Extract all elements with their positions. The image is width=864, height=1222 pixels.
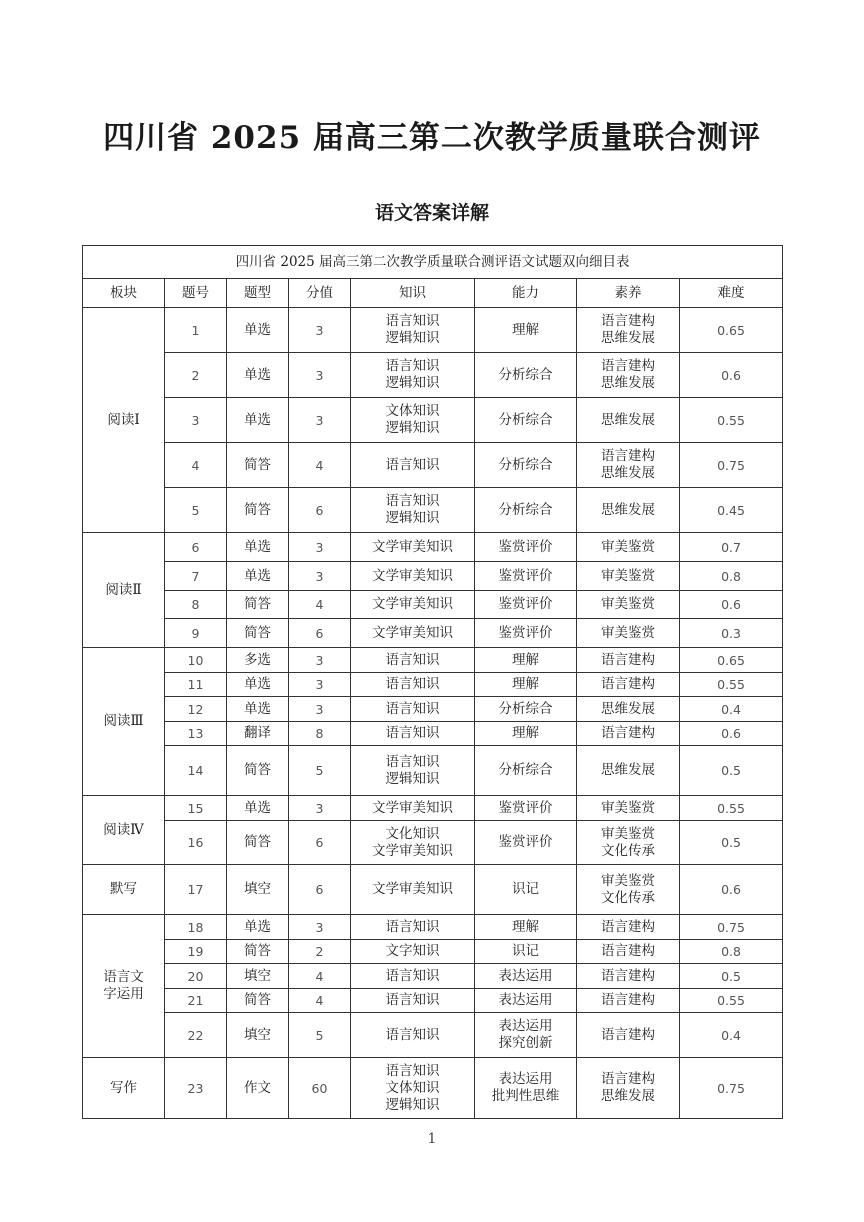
literacy-cell [577, 353, 680, 398]
literacy-cell-line: 思维发展 [601, 700, 655, 717]
knowledge-cell-line: 文学审美知识 [372, 842, 453, 859]
question-number: 4 [165, 443, 227, 488]
ability-cell [475, 591, 577, 619]
question-type: 简答 [227, 746, 289, 796]
question-number: 7 [165, 562, 227, 591]
literacy-cell-line: 语言建构 [601, 651, 655, 668]
table-row [83, 562, 783, 591]
ability-cell [475, 697, 577, 722]
knowledge-cell-line: 语言知识 [385, 725, 440, 741]
ability-cell [475, 796, 577, 821]
question-number: 2 [165, 353, 227, 398]
literacy-cell [577, 989, 680, 1013]
knowledge-cell-line: 语言知识 [385, 358, 440, 374]
ability-cell-line: 鉴赏评价 [498, 567, 553, 584]
knowledge-cell-line: 语言知识 [385, 676, 440, 692]
literacy-cell [577, 1058, 680, 1119]
table-row [83, 308, 783, 353]
ability-cell [475, 821, 577, 865]
header-number: 题号 [165, 279, 227, 308]
difficulty-value: 0.3 [680, 619, 783, 648]
header-ability: 能力 [475, 279, 577, 308]
header-knowledge: 知识 [351, 279, 475, 308]
difficulty-value: 0.75 [680, 443, 783, 488]
ability-cell-line: 鉴赏评价 [498, 799, 553, 816]
question-score: 4 [289, 591, 351, 619]
knowledge-cell-line: 文学审美知识 [372, 567, 453, 584]
table-row [83, 865, 783, 915]
knowledge-cell-line: 语言知识 [385, 967, 440, 984]
section-name-line: 阅读Ⅰ [107, 411, 140, 428]
knowledge-cell-line: 语言知识 [385, 1026, 440, 1043]
literacy-cell-line: 审美鉴赏 [601, 538, 655, 555]
table-row [83, 1058, 783, 1119]
table-row [83, 722, 783, 746]
difficulty-value: 0.6 [680, 865, 783, 915]
question-score: 3 [289, 673, 351, 697]
ability-cell [475, 562, 577, 591]
table-header-row [83, 279, 783, 308]
knowledge-cell [351, 796, 475, 821]
question-type: 单选 [227, 398, 289, 443]
section-name [83, 648, 165, 796]
ability-cell-line: 分析综合 [498, 366, 553, 383]
header-difficulty: 难度 [680, 279, 783, 308]
ability-cell-line: 识记 [512, 881, 539, 897]
difficulty-value: 0.6 [680, 722, 783, 746]
table-row [83, 533, 783, 562]
difficulty-value: 0.65 [680, 308, 783, 353]
section-name-line: 阅读Ⅱ [105, 581, 142, 598]
difficulty-value: 0.8 [680, 940, 783, 964]
question-number: 3 [165, 398, 227, 443]
literacy-cell [577, 591, 680, 619]
knowledge-cell [351, 398, 475, 443]
ability-cell [475, 619, 577, 648]
question-type: 作文 [227, 1058, 289, 1119]
table-row [83, 697, 783, 722]
knowledge-cell [351, 648, 475, 673]
difficulty-value: 0.5 [680, 821, 783, 865]
question-score: 3 [289, 353, 351, 398]
literacy-cell [577, 488, 680, 533]
knowledge-cell-line: 语言知识 [385, 918, 440, 935]
difficulty-value: 0.6 [680, 353, 783, 398]
question-score: 3 [289, 398, 351, 443]
literacy-cell-line: 语言建构 [601, 943, 655, 959]
ability-cell [475, 673, 577, 697]
question-type: 单选 [227, 308, 289, 353]
question-type: 填空 [227, 865, 289, 915]
table-row [83, 648, 783, 673]
literacy-cell [577, 308, 680, 353]
literacy-cell-line: 语言建构 [601, 1026, 655, 1043]
table-row [83, 746, 783, 796]
question-type: 多选 [227, 648, 289, 673]
knowledge-cell-line: 语言知识 [385, 753, 440, 770]
difficulty-value: 0.5 [680, 964, 783, 989]
difficulty-value: 0.55 [680, 673, 783, 697]
ability-cell [475, 308, 577, 353]
literacy-cell [577, 648, 680, 673]
knowledge-cell-line: 文学审美知识 [372, 596, 453, 612]
section-name-line: 默写 [110, 881, 137, 897]
literacy-cell-line: 思维发展 [601, 1088, 655, 1104]
question-number: 5 [165, 488, 227, 533]
knowledge-cell-line: 逻辑知识 [385, 420, 440, 436]
knowledge-cell [351, 915, 475, 940]
knowledge-cell-line: 语言知识 [385, 456, 440, 473]
literacy-cell-line: 文化传承 [601, 889, 655, 906]
ability-cell-line: 表达运用 [498, 967, 553, 984]
question-number: 19 [165, 940, 227, 964]
literacy-cell [577, 746, 680, 796]
table-row [83, 619, 783, 648]
section-name-line: 阅读Ⅲ [103, 713, 144, 729]
question-number: 10 [165, 648, 227, 673]
literacy-cell [577, 398, 680, 443]
question-score: 3 [289, 915, 351, 940]
ability-cell [475, 865, 577, 915]
ability-cell [475, 1058, 577, 1119]
knowledge-cell [351, 1013, 475, 1058]
section-name [83, 308, 165, 533]
table-caption: 四川省 2025 届高三第二次教学质量联合测评语文试题双向细目表 [83, 246, 783, 279]
ability-cell-line: 分析综合 [498, 456, 553, 473]
literacy-cell-line: 语言建构 [601, 1071, 655, 1087]
knowledge-cell-line: 语言知识 [385, 700, 440, 717]
question-number: 13 [165, 722, 227, 746]
question-number: 23 [165, 1058, 227, 1119]
knowledge-cell [351, 673, 475, 697]
literacy-cell-line: 文化传承 [601, 842, 655, 859]
question-score: 4 [289, 964, 351, 989]
question-number: 16 [165, 821, 227, 865]
knowledge-cell-line: 文化知识 [385, 825, 440, 842]
literacy-cell [577, 722, 680, 746]
ability-cell-line: 分析综合 [498, 501, 553, 518]
knowledge-cell-line: 语言知识 [385, 493, 440, 509]
ability-cell-line: 鉴赏评价 [498, 596, 553, 612]
question-type: 单选 [227, 697, 289, 722]
ability-cell [475, 1013, 577, 1058]
header-literacy: 素养 [577, 279, 680, 308]
question-score: 6 [289, 821, 351, 865]
page-subtitle: 语文答案详解 [374, 202, 489, 224]
page-number: 1 [427, 1131, 437, 1147]
question-number: 1 [165, 308, 227, 353]
ability-cell-line: 理解 [512, 676, 539, 692]
knowledge-cell-line: 逻辑知识 [385, 770, 440, 787]
question-score: 60 [289, 1058, 351, 1119]
question-number: 21 [165, 989, 227, 1013]
question-type: 简答 [227, 591, 289, 619]
literacy-cell [577, 915, 680, 940]
literacy-cell [577, 697, 680, 722]
ability-cell-line: 识记 [512, 943, 539, 959]
literacy-cell [577, 964, 680, 989]
question-type: 单选 [227, 353, 289, 398]
ability-cell [475, 648, 577, 673]
section-name-line: 阅读Ⅳ [103, 821, 144, 838]
question-number: 14 [165, 746, 227, 796]
ability-cell [475, 940, 577, 964]
section-name [83, 1058, 165, 1119]
knowledge-cell [351, 443, 475, 488]
table-row [83, 821, 783, 865]
question-score: 4 [289, 443, 351, 488]
ability-cell-line: 探究创新 [498, 1035, 553, 1051]
knowledge-cell-line: 逻辑知识 [385, 375, 440, 391]
literacy-cell-line: 思维发展 [601, 375, 655, 391]
question-type: 简答 [227, 940, 289, 964]
knowledge-cell [351, 746, 475, 796]
difficulty-value: 0.75 [680, 1058, 783, 1119]
table-row [83, 591, 783, 619]
knowledge-cell [351, 308, 475, 353]
literacy-cell [577, 533, 680, 562]
difficulty-value: 0.8 [680, 562, 783, 591]
difficulty-value: 0.55 [680, 796, 783, 821]
ability-cell [475, 398, 577, 443]
literacy-cell-line: 审美鉴赏 [601, 825, 655, 842]
literacy-cell-line: 语言建构 [601, 967, 655, 984]
literacy-cell-line: 审美鉴赏 [601, 624, 655, 641]
difficulty-value: 0.55 [680, 989, 783, 1013]
literacy-cell-line: 语言建构 [601, 918, 655, 935]
ability-cell [475, 443, 577, 488]
table-row [83, 673, 783, 697]
knowledge-cell-line: 逻辑知识 [385, 1096, 440, 1113]
question-score: 4 [289, 989, 351, 1013]
question-score: 5 [289, 1013, 351, 1058]
difficulty-value: 0.7 [680, 533, 783, 562]
question-score: 3 [289, 533, 351, 562]
knowledge-cell-line: 逻辑知识 [385, 330, 440, 346]
spec-table [82, 245, 783, 1119]
ability-cell [475, 533, 577, 562]
ability-cell-line: 表达运用 [498, 1018, 553, 1034]
header-section: 板块 [83, 279, 165, 308]
difficulty-value: 0.4 [680, 697, 783, 722]
knowledge-cell [351, 964, 475, 989]
knowledge-cell [351, 722, 475, 746]
difficulty-value: 0.65 [680, 648, 783, 673]
literacy-cell [577, 865, 680, 915]
ability-cell-line: 鉴赏评价 [498, 538, 553, 555]
literacy-cell-line: 思维发展 [601, 411, 655, 428]
difficulty-value: 0.5 [680, 746, 783, 796]
question-number: 20 [165, 964, 227, 989]
knowledge-cell-line: 文学审美知识 [372, 799, 453, 816]
literacy-cell-line: 思维发展 [601, 330, 655, 346]
ability-cell [475, 989, 577, 1013]
literacy-cell [577, 796, 680, 821]
table-row [83, 443, 783, 488]
knowledge-cell [351, 591, 475, 619]
literacy-cell [577, 821, 680, 865]
question-score: 3 [289, 648, 351, 673]
knowledge-cell-line: 语言知识 [385, 992, 440, 1008]
ability-cell-line: 鉴赏评价 [498, 624, 553, 641]
literacy-cell-line: 审美鉴赏 [601, 799, 655, 816]
difficulty-value: 0.75 [680, 915, 783, 940]
literacy-cell-line: 语言建构 [601, 313, 655, 329]
literacy-cell [577, 562, 680, 591]
ability-cell-line: 分析综合 [498, 700, 553, 717]
literacy-cell-line: 语言建构 [601, 725, 655, 741]
literacy-cell-line: 语言建构 [601, 992, 655, 1008]
knowledge-cell-line: 文学审美知识 [372, 624, 453, 641]
question-type: 简答 [227, 821, 289, 865]
table-row [83, 940, 783, 964]
literacy-cell [577, 443, 680, 488]
ability-cell-line: 分析综合 [498, 762, 553, 778]
ability-cell [475, 353, 577, 398]
header-score: 分值 [289, 279, 351, 308]
section-name [83, 865, 165, 915]
knowledge-cell [351, 488, 475, 533]
knowledge-cell [351, 562, 475, 591]
literacy-cell-line: 语言建构 [601, 448, 655, 464]
question-score: 8 [289, 722, 351, 746]
question-number: 15 [165, 796, 227, 821]
knowledge-cell-line: 语言知识 [385, 1062, 440, 1079]
knowledge-cell-line: 文学审美知识 [372, 881, 453, 897]
section-name [83, 915, 165, 1058]
question-type: 简答 [227, 989, 289, 1013]
difficulty-value: 0.6 [680, 591, 783, 619]
knowledge-cell [351, 821, 475, 865]
question-score: 6 [289, 865, 351, 915]
section-name-line: 写作 [110, 1079, 137, 1096]
ability-cell [475, 722, 577, 746]
literacy-cell-line: 思维发展 [601, 762, 655, 778]
literacy-cell-line: 思维发展 [601, 465, 655, 481]
literacy-cell [577, 1013, 680, 1058]
question-score: 6 [289, 619, 351, 648]
question-score: 2 [289, 940, 351, 964]
knowledge-cell [351, 533, 475, 562]
ability-cell [475, 964, 577, 989]
ability-cell [475, 746, 577, 796]
table-row [83, 796, 783, 821]
literacy-cell [577, 619, 680, 648]
knowledge-cell-line: 逻辑知识 [385, 510, 440, 526]
question-score: 3 [289, 562, 351, 591]
question-number: 6 [165, 533, 227, 562]
knowledge-cell [351, 865, 475, 915]
ability-cell [475, 488, 577, 533]
question-type: 填空 [227, 964, 289, 989]
question-score: 5 [289, 746, 351, 796]
ability-cell [475, 915, 577, 940]
ability-cell-line: 批判性思维 [491, 1088, 560, 1104]
question-score: 3 [289, 796, 351, 821]
question-type: 单选 [227, 533, 289, 562]
literacy-cell-line: 语言建构 [601, 358, 655, 374]
ability-cell-line: 鉴赏评价 [498, 834, 553, 850]
knowledge-cell [351, 1058, 475, 1119]
ability-cell-line: 分析综合 [498, 411, 553, 428]
question-type: 翻译 [227, 722, 289, 746]
ability-cell-line: 表达运用 [498, 1071, 553, 1087]
table-row [83, 915, 783, 940]
difficulty-value: 0.4 [680, 1013, 783, 1058]
knowledge-cell [351, 940, 475, 964]
ability-cell-line: 理解 [512, 651, 539, 668]
section-name [83, 796, 165, 865]
question-number: 12 [165, 697, 227, 722]
knowledge-cell-line: 语言知识 [385, 651, 440, 668]
question-type: 简答 [227, 619, 289, 648]
question-type: 单选 [227, 562, 289, 591]
header-type: 题型 [227, 279, 289, 308]
table-row [83, 398, 783, 443]
question-type: 单选 [227, 796, 289, 821]
question-number: 8 [165, 591, 227, 619]
ability-cell-line: 理解 [512, 918, 539, 935]
literacy-cell-line: 思维发展 [601, 501, 655, 518]
question-score: 6 [289, 488, 351, 533]
knowledge-cell-line: 文体知识 [385, 1079, 440, 1096]
table-row [83, 989, 783, 1013]
question-score: 3 [289, 308, 351, 353]
ability-cell-line: 理解 [512, 321, 539, 338]
question-number: 9 [165, 619, 227, 648]
question-type: 单选 [227, 673, 289, 697]
literacy-cell-line: 审美鉴赏 [601, 872, 655, 889]
question-type: 单选 [227, 915, 289, 940]
knowledge-cell [351, 989, 475, 1013]
table-row [83, 1013, 783, 1058]
table-row [83, 964, 783, 989]
section-name-line: 字运用 [103, 986, 144, 1002]
knowledge-cell [351, 619, 475, 648]
literacy-cell-line: 审美鉴赏 [601, 567, 655, 584]
table-row [83, 488, 783, 533]
literacy-cell [577, 940, 680, 964]
question-number: 17 [165, 865, 227, 915]
knowledge-cell-line: 文字知识 [385, 943, 440, 959]
knowledge-cell-line: 文学审美知识 [372, 538, 453, 555]
literacy-cell-line: 审美鉴赏 [601, 596, 655, 612]
question-number: 22 [165, 1013, 227, 1058]
ability-cell-line: 理解 [512, 725, 539, 741]
literacy-cell [577, 673, 680, 697]
knowledge-cell [351, 353, 475, 398]
difficulty-value: 0.45 [680, 488, 783, 533]
knowledge-cell-line: 语言知识 [385, 313, 440, 329]
ability-cell-line: 表达运用 [498, 992, 553, 1008]
difficulty-value: 0.55 [680, 398, 783, 443]
section-name-line: 语言文 [103, 969, 144, 985]
question-score: 3 [289, 697, 351, 722]
question-type: 简答 [227, 443, 289, 488]
table-row [83, 353, 783, 398]
question-number: 11 [165, 673, 227, 697]
question-type: 填空 [227, 1013, 289, 1058]
section-name [83, 533, 165, 648]
knowledge-cell-line: 文体知识 [385, 403, 440, 419]
question-type: 简答 [227, 488, 289, 533]
knowledge-cell [351, 697, 475, 722]
question-number: 18 [165, 915, 227, 940]
page-title: 四川省 2025 届高三第二次教学质量联合测评 [103, 120, 761, 156]
literacy-cell-line: 语言建构 [601, 676, 655, 692]
